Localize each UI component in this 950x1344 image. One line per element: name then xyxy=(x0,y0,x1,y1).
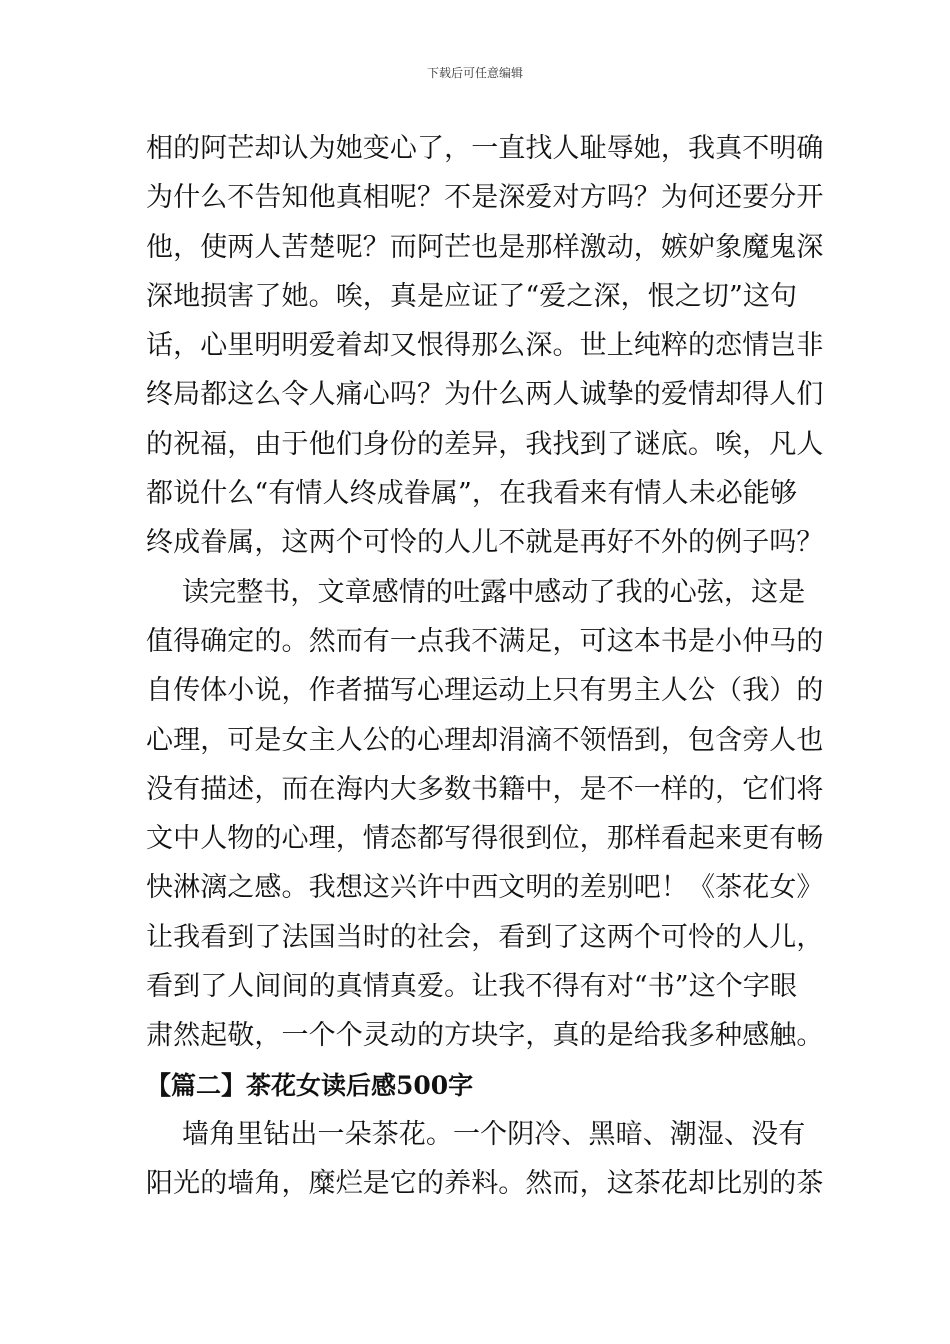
section-heading: 【篇二】茶花女读后感500字 xyxy=(146,1070,474,1100)
paragraph-3 xyxy=(146,1110,824,1209)
document-body xyxy=(146,124,824,1209)
text-line: 让我看到了法国当时的社会，看到了这两个可怜的人儿， xyxy=(146,921,824,953)
text-line: 心理，可是女主人公的心理却涓滴不领悟到，包含旁人也 xyxy=(146,724,824,756)
text-line: 墙角里钻出一朵茶花。一个阴冷、黑暗、潮湿、没有 xyxy=(182,1118,806,1150)
text-line: 为什么不告知他真相呢？不是深爱对方吗？为何还要分开 xyxy=(146,182,824,214)
text-line: 肃然起敬，一个个灵动的方块字，真的是给我多种感触。 xyxy=(146,1020,824,1052)
paragraph-1 xyxy=(146,124,824,568)
paragraph-2 xyxy=(146,568,824,1061)
text-line: 相的阿芒却认为她变心了，一直找人耻辱她，我真不明确 xyxy=(146,133,824,164)
text-line: 自传体小说，作者描写心理运动上只有男主人公（我）的 xyxy=(146,675,824,707)
text-line: 话，心里明明爱着却又恨得那么深。世上纯粹的恋情岂非 xyxy=(146,330,824,362)
text-line: 值得确定的。然而有一点我不满足，可这本书是小仲马的 xyxy=(146,625,824,657)
text-line: 文中人物的心理，情态都写得很到位，那样看起来更有畅 xyxy=(146,823,824,855)
text-line: 深地损害了她。唉，真是应证了“爱之深，恨之切”这句 xyxy=(146,280,798,312)
text-line: 都说什么“有情人终成眷属”，在我看来有情人未必能够 xyxy=(146,478,798,510)
text-line: 终局都这么令人痛心吗？为什么两人诚挚的爱情却得人们 xyxy=(146,379,824,411)
text-line: 他，使两人苦楚呢？而阿芒也是那样激动，嫉妒象魔鬼深 xyxy=(146,231,824,263)
text-line: 快淋漓之感。我想这兴许中西文明的差别吧！《茶花女》 xyxy=(146,872,824,904)
text-line: 看到了人间间的真情真爱。让我不得有对“书”这个字眼 xyxy=(146,971,798,1003)
text-line: 阳光的墙角，糜烂是它的养料。然而，这茶花却比别的茶 xyxy=(146,1168,824,1200)
text-line: 终成眷属，这两个可怜的人儿不就是再好不外的例子吗？ xyxy=(146,527,824,559)
page-header: 下载后可任意编辑 xyxy=(426,66,523,80)
text-line: 读完整书，文章感情的吐露中感动了我的心弦，这是 xyxy=(182,576,806,608)
text-line: 的祝福，由于他们身份的差异，我找到了谜底。唉，凡人 xyxy=(146,428,824,460)
text-line: 没有描述，而在海内大多数书籍中，是不一样的，它们将 xyxy=(146,773,824,805)
